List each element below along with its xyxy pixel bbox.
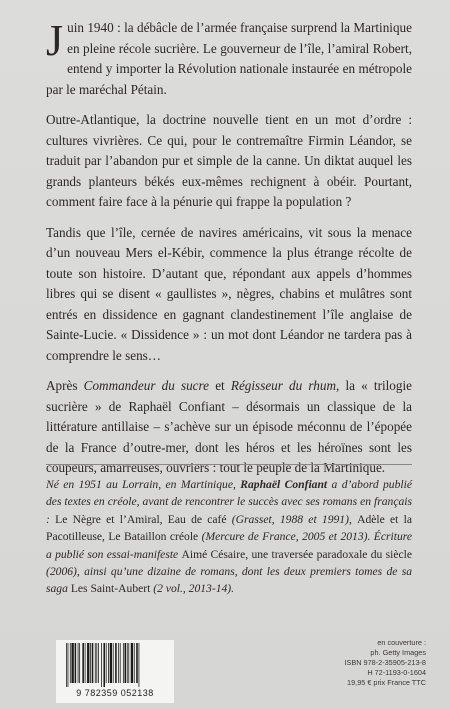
barcode-bar (85, 643, 86, 683)
bio-text-b: a d’abord publié des textes en créole, avant de rencontrer le succès avec ses romans en français : (46, 478, 412, 526)
barcode-bar (101, 643, 102, 687)
barcode-box (56, 640, 174, 703)
reference-code: H 72-1193-0-1604 (367, 667, 426, 677)
barcode-bar (90, 643, 91, 683)
barcode-bar (128, 643, 129, 683)
barcode-bar (139, 643, 140, 687)
bio-title-cesaire: Aimé Césaire, une traversée paradoxale du siècle (181, 547, 412, 561)
bio-text-a: Né en 1951 au Lorrain, en Martinique, (46, 478, 241, 491)
barcode-bar (115, 643, 117, 683)
barcode-bar (110, 643, 112, 683)
author-bio (46, 476, 412, 598)
bio-title-saint-aubert: Les Saint-Aubert (70, 582, 151, 596)
barcode-bar (75, 643, 77, 683)
blurb-paragraph-2: Outre-Atlantique, la doctrine nouvelle tient en un mot d’ordre : cultures vivrières. Ce qui, pour le contremaître Firmin Léandor, se traduit par l’abandon pur et simple de la canne. Un diktat auquel les grands planteurs békés eux-mêmes rechignent à obéir. Pourtant, comment faire face à la pénurie qui frappe la population ? (46, 112, 412, 209)
barcode-bar (78, 643, 79, 683)
barcode-digits: 9 782359 052138 (76, 688, 154, 698)
bio-text-d: (Grasset, 1988 et 1991), (226, 512, 358, 526)
barcode-bar (92, 643, 94, 683)
barcode-bar (125, 643, 127, 683)
bio-title-negre: Le Nègre et l’Amiral, Eau de café (55, 512, 227, 526)
author-name: Raphaël Confiant (240, 478, 328, 491)
barcode-bar (127, 643, 128, 683)
blurb (46, 18, 412, 489)
barcode-bar (106, 643, 107, 683)
p4-text-a: Après (46, 378, 84, 393)
book-title-regisseur: Régisseur du rhum (230, 378, 337, 393)
barcode-bar (103, 643, 105, 687)
bio-text-j: (2 vol., 2013-14). (150, 582, 235, 596)
barcode-bar (87, 643, 89, 683)
blurb-paragraph-1-text: uin 1940 : la débâcle de l’armée française surprend la Martinique en pleine récole sucrière. Le gouverneur de l’île, l’amiral Robert, entend y importer la Révolution nationale instaurée en métropole par le maréchal Pétain. (46, 20, 412, 97)
blurb-paragraph-3: Tandis que l’île, cernée de navires américains, vit sous la menace d’un nouveau Mers el-Kébir, commence la plus étrange récolte de toute son histoire. D’autant que, répondant aux appels d’hommes libres qui se disent « gaullistes », nègres, chabins et mulâtres sont entrés en dissidence en gagnant clandestinement l’île anglaise de Sainte-Lucie. « Dissidence » : un mot dont Léandor ne tardera pas à comprendre le sens… (46, 224, 412, 363)
book-title-commandeur: Commandeur du sucre (83, 378, 210, 393)
barcode-bar (68, 643, 69, 687)
isbn: ISBN 978-2-35905-213-8 (344, 657, 426, 667)
barcode-bar (131, 643, 133, 683)
barcode-bar (96, 643, 97, 683)
barcode-bar (136, 643, 138, 683)
barcode-bar (82, 643, 84, 683)
blurb-paragraph-1 (46, 18, 412, 100)
barcode-bar (134, 643, 135, 683)
bio-text-h: (2006), ainsi qu’une dizaine de romans, dont les deux premiers tomes de sa saga (46, 565, 412, 596)
barcode-bar (66, 643, 67, 687)
barcode-bar (118, 643, 119, 683)
p4-text-b: et (209, 378, 231, 393)
barcode-bar (113, 643, 114, 683)
credit-cover-label: en couverture : (377, 638, 426, 647)
credits (314, 638, 426, 688)
drop-cap: J (46, 16, 64, 65)
separator-rule (46, 464, 412, 465)
barcode-bar (95, 643, 96, 683)
barcode-icon (64, 643, 170, 687)
barcode-bar (123, 643, 124, 683)
bio-title-adele: Adèle et la Pacotilleuse, Le Bataillon créole (46, 512, 413, 544)
price: 19,95 € prix France TTC (347, 677, 426, 687)
bio-text-f: (Mercure de France, 2005 et 2013). Écriture a publié son essai-manifeste (46, 530, 413, 561)
credit-photo: ph. Getty Images (370, 647, 426, 657)
barcode-bar (71, 643, 73, 683)
barcode-bar (108, 643, 109, 683)
p4-text-c: , la « trilogie sucrière » de Raphaël Confiant – désormais un classique de la littérature antillaise – s’achève sur un épisode méconnu de l’épopée de la France d’outre-mer, dont les héros et les héroïnes sont les coupeurs, amarreuses, ouvriers : tout le peuple de la Martinique. (46, 378, 412, 475)
barcode-bar (98, 643, 99, 683)
barcode-bar (120, 643, 121, 683)
barcode-bar (79, 643, 80, 683)
barcode-bar (70, 643, 71, 683)
